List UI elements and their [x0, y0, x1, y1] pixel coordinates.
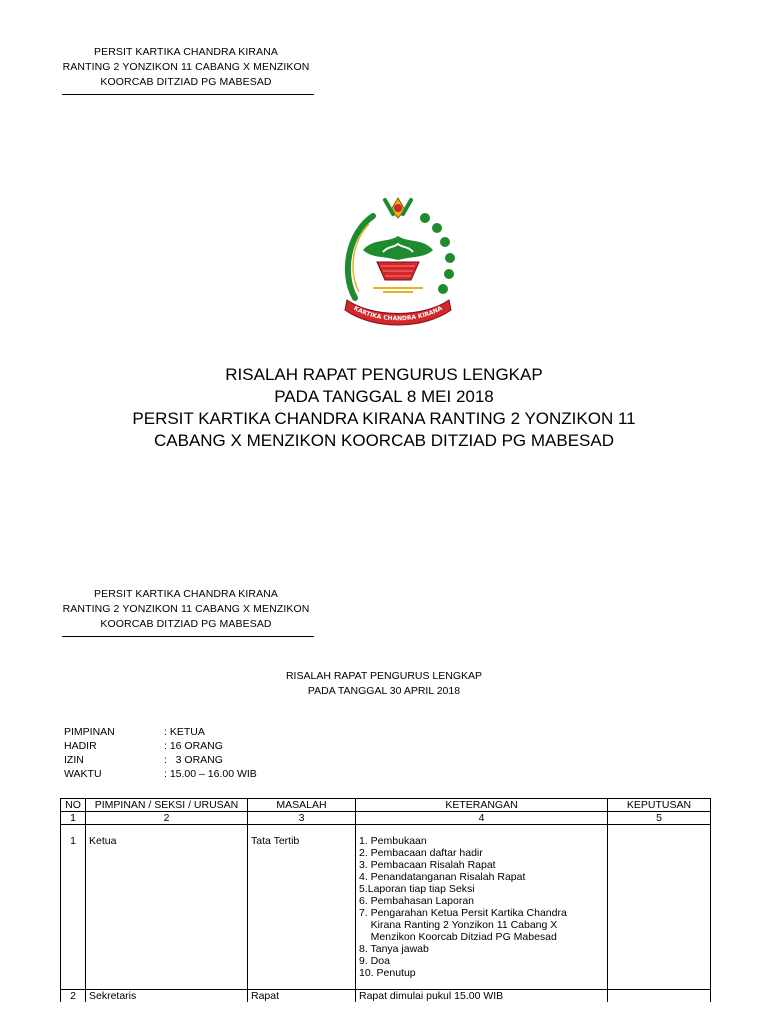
column-number: 5 — [608, 812, 711, 825]
row-pimpinan: Sekretaris — [86, 990, 248, 1003]
info-row-waktu — [64, 767, 257, 781]
agenda-item: 2. Pembacaan daftar hadir — [359, 847, 483, 859]
header-keputusan: KEPUTUSAN — [608, 799, 711, 812]
column-number: 4 — [356, 812, 608, 825]
header-line-org: PERSIT KARTIKA CHANDRA KIRANA — [94, 46, 278, 58]
cover-title-line-4: CABANG X MENZIKON KOORCAB DITZIAD PG MABESAD — [153, 431, 614, 450]
row-keterangan — [356, 835, 608, 990]
row-no: 2 — [61, 990, 86, 1003]
cover-title — [0, 364, 768, 452]
row-pimpinan: Ketua — [86, 835, 248, 990]
agenda-item: Kirana Ranting 2 Yonzikon 11 Cabang X — [359, 919, 558, 931]
column-number-row — [61, 812, 711, 825]
row-masalah: Rapat — [248, 990, 356, 1003]
cover-title-line-3: PERSIT KARTIKA CHANDRA KIRANA RANTING 2 YONZIKON 11 — [132, 409, 636, 428]
column-number: 3 — [248, 812, 356, 825]
document-header — [58, 45, 314, 90]
info-value: : KETUA — [164, 726, 205, 738]
agenda-item: 5.Laporan tiap tiap Seksi — [359, 883, 475, 895]
info-value: : 15.00 – 16.00 WIB — [164, 768, 257, 780]
table-spacer — [61, 825, 711, 836]
table-row — [61, 990, 711, 1003]
header-line-koorcab: KOORCAB DITZIAD PG MABESAD — [100, 618, 272, 630]
info-label: PIMPINAN — [64, 726, 115, 738]
agenda-item: 8. Tanya jawab — [359, 943, 429, 955]
info-label: WAKTU — [64, 768, 102, 780]
agenda-list — [359, 835, 604, 979]
header-line-koorcab: KOORCAB DITZIAD PG MABESAD — [100, 76, 272, 88]
agenda-item: 6. Pembahasan Laporan — [359, 895, 475, 907]
minutes-title-line-1: RISALAH RAPAT PENGURUS LENGKAP — [285, 670, 483, 682]
minutes-table — [60, 798, 711, 1002]
info-value: : 16 ORANG — [164, 740, 223, 752]
header-masalah: MASALAH — [248, 799, 356, 812]
info-value: : 3 ORANG — [164, 754, 223, 766]
row-keputusan — [608, 990, 711, 1003]
meeting-info — [64, 725, 257, 781]
table-row — [61, 835, 711, 990]
header-no: NO — [61, 799, 86, 812]
agenda-item: 4. Penandatanganan Risalah Rapat — [359, 871, 526, 883]
info-row-pimpinan — [64, 725, 257, 739]
row-keterangan: Rapat dimulai pukul 15.00 WIB — [356, 990, 608, 1003]
agenda-item: 9. Doa — [359, 955, 390, 967]
ribbon-text: KARTIKA CHANDRA KIRANA — [352, 304, 444, 323]
minutes-title-line-2: PADA TANGGAL 30 APRIL 2018 — [307, 685, 461, 697]
column-number: 2 — [86, 812, 248, 825]
header-line-org: PERSIT KARTIKA CHANDRA KIRANA — [94, 588, 278, 600]
minutes-title — [0, 669, 768, 699]
agenda-item: Menzikon Koorcab Ditziad PG Mabesad — [359, 931, 557, 943]
agenda-item: 10. Penutup — [359, 967, 416, 979]
agenda-item: 7. Pengarahan Ketua Persit Kartika Chandra — [359, 907, 567, 919]
info-row-hadir — [64, 739, 257, 753]
table-header-row — [61, 799, 711, 812]
header-line-ranting: RANTING 2 YONZIKON 11 CABANG X MENZIKON — [62, 603, 310, 615]
agenda-item: 3. Pembacaan Risalah Rapat — [359, 859, 496, 871]
cover-title-line-1: RISALAH RAPAT PENGURUS LENGKAP — [225, 365, 543, 384]
header-divider — [62, 94, 314, 95]
info-label: IZIN — [64, 754, 84, 766]
header-keterangan: KETERANGAN — [356, 799, 608, 812]
row-keputusan — [608, 835, 711, 990]
header-line-ranting: RANTING 2 YONZIKON 11 CABANG X MENZIKON — [62, 61, 310, 73]
second-page-header — [58, 587, 314, 632]
info-label: HADIR — [64, 740, 97, 752]
agenda-item: 1. Pembukaan — [359, 835, 427, 847]
header-divider — [62, 636, 314, 637]
row-no: 1 — [61, 835, 86, 990]
row-masalah: Tata Tertib — [248, 835, 356, 990]
persit-emblem-icon — [333, 188, 463, 338]
cover-title-line-2: PADA TANGGAL 8 MEI 2018 — [274, 387, 494, 406]
info-row-izin — [64, 753, 257, 767]
column-number: 1 — [61, 812, 86, 825]
header-pimpinan: PIMPINAN / SEKSI / URUSAN — [86, 799, 248, 812]
